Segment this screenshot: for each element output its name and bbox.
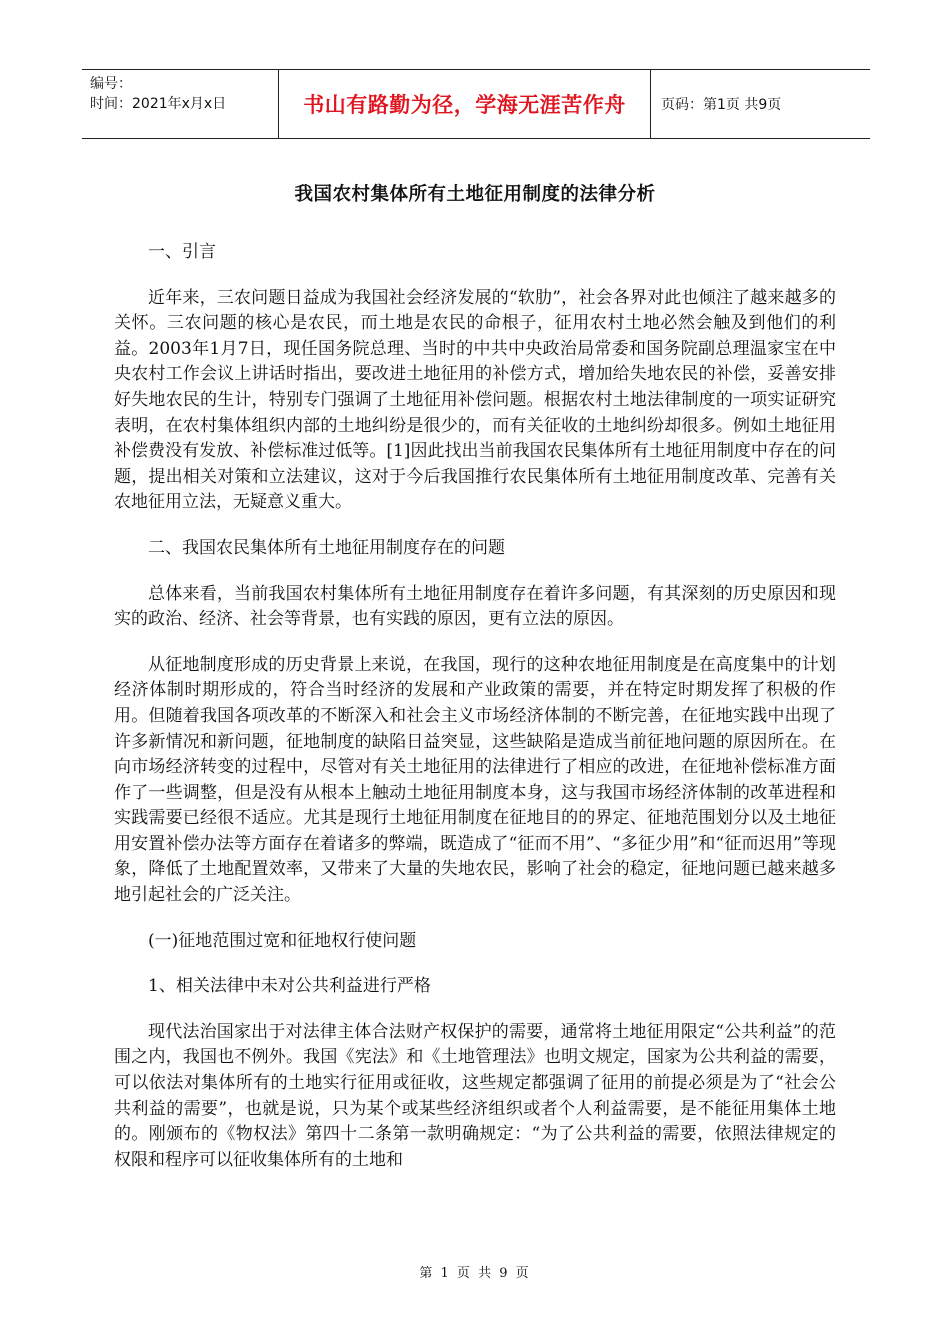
document-number-label: 编号： <box>90 76 132 92</box>
section-heading-problems: 二、我国农民集体所有土地征用制度存在的问题 <box>148 537 505 558</box>
paragraph: 从征地制度形成的历史背景上来说，在我国，现行的这种农地征用制度是在高度集中的计划经济体制时期形成的，符合当时经济的发展和产业政策的需要，并在特定时期发挥了积极的作用。但随着我国各项改革的不断深入和社会主义市场经济体制的不断完善，在征地实践中出现了许多新情况和新问题，征地制度的缺陷日益突显，这些缺陷是造成当前征地问题的原因所在。在向市场经济转变的过程中，尽管对有关土地征用的法律进行了相应的改进，在征地补偿标准方面作了一些调整，但是没有从根本上触动土地征用制度本身，这与我国市场经济体制的改革进程和实践需要已经很不适应。尤其是现行土地征用制度在征地目的的界定、征地范围划分以及土地征用安置补偿办法等方面存在着诸多的弊端，既造成了“征而不用”、“多征少用”和“征而迟用”等现象，降低了土地配置效率，又带来了大量的失地农民，影响了社会的稳定，征地问题已越来越多地引起社会的广泛关注。 <box>114 654 836 906</box>
document-body <box>114 240 836 1193</box>
header-info <box>82 70 279 138</box>
header-page-info: 页码：第1页 共9页 <box>661 97 782 113</box>
document-date: 时间：2021年x月x日 <box>90 96 227 112</box>
document-header <box>82 69 870 139</box>
paragraph: 总体来看，当前我国农村集体所有土地征用制度存在着许多问题，有其深刻的历史原因和现实的政治、经济、社会等背景，也有实践的原因，更有立法的原因。 <box>114 583 836 630</box>
subsection-heading: (一)征地范围过宽和征地权行使问题 <box>148 930 417 951</box>
header-motto: 书山有路勤为径，学海无涯苦作舟 <box>279 70 651 138</box>
sub-subsection-heading: 1、相关法律中未对公共利益进行严格 <box>148 976 431 997</box>
paragraph: 现代法治国家出于对法律主体合法财产权保护的需要，通常将土地征用限定“公共利益”的范围之内，我国也不例外。我国《宪法》和《土地管理法》也明文规定，国家为公共利益的需要，可以依法对集体所有的土地实行征用或征收，这些规定都强调了征用的前提必须是为了“社会公共利益的需要”，也就是说，只为某个或某些经济组织或者个人利益需要，是不能征用集体土地的。刚颁布的《物权法》第四十二条第一款明确规定：“为了公共利益的需要，依照法律规定的权限和程序可以征收集体所有的土地和 <box>114 1021 836 1170</box>
section-heading-introduction: 一、引言 <box>148 242 216 262</box>
document-title: 我国农村集体所有土地征用制度的法律分析 <box>294 184 656 205</box>
page-footer: 第 1 页 共 9 页 <box>419 1266 531 1281</box>
paragraph: 近年来，三农问题日益成为我国社会经济发展的“软肋”，社会各界对此也倾注了越来越多的关怀。三农问题的核心是农民，而土地是农民的命根子，征用农村土地必然会触及到他们的利益。2003年1月7日，现任国务院总理、当时的中共中央政治局常委和国务院副总理温家宝在中央农村工作会议上讲话时指出，要改进土地征用的补偿方式，增加给失地农民的补偿，妥善安排好失地农民的生计，特别专门强调了土地征用补偿问题。根据农村土地法律制度的一项实证研究表明，在农村集体组织内部的土地纠纷是很少的，而有关征收的土地纠纷却很多。例如土地征用补偿费没有发放、补偿标准过低等。[1]因此找出当前我国农民集体所有土地征用制度中存在的问题，提出相关对策和立法建议，这对于今后我国推行农民集体所有土地征用制度改革、完善有关农地征用立法，无疑意义重大。 <box>114 287 836 513</box>
